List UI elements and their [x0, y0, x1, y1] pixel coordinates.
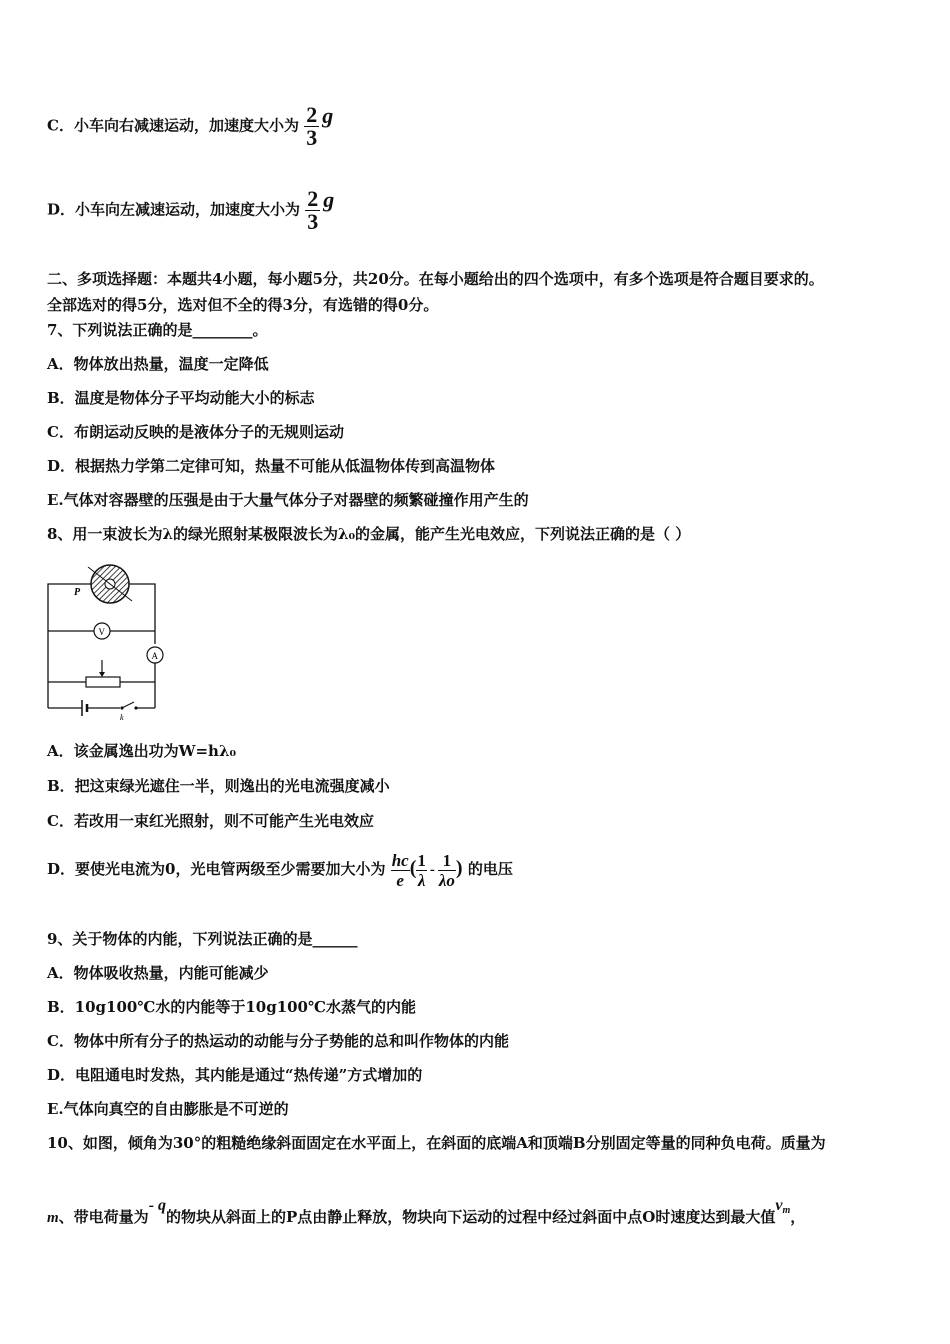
photoelectric-circuit-diagram	[40, 562, 170, 722]
q10-stem-line1: 10、如图，倾角为30°的粗糙绝缘斜面固定在水平面上，在斜面的底端A和顶端B分别固定等量的同种负电荷。质量为	[47, 1134, 826, 1152]
q9-option-c: C．物体中所有分子的热运动的动能与分子势能的总和叫作物体的内能	[47, 1032, 509, 1050]
rheostat-icon	[86, 677, 120, 687]
gravity-symbol: g	[323, 186, 335, 212]
q8-option-d-text: D．要使光电流为0，光电管两级至少需要加大小为	[47, 860, 386, 878]
q7-stem: 7、下列说法正确的是________。	[47, 321, 268, 339]
label-k: k	[120, 713, 124, 722]
switch-icon	[122, 702, 134, 708]
q8-option-c: C．若改用一束红光照射，则不可能产生光电效应	[47, 812, 374, 830]
max-velocity-symbol: vm	[775, 1197, 791, 1216]
q7-option-c: C．布朗运动反映的是液体分子的无规则运动	[47, 423, 344, 441]
label-v: V	[98, 627, 105, 637]
formula-one-over-lambda0: $\frac{1}{\lambda o}$	[438, 850, 455, 890]
q8-stem: 8、用一束波长为λ的绿光照射某极限波长为λ₀的金属，能产生光电效应，下列说法正确的是（ ）	[47, 525, 691, 543]
formula-hc-over-e: $\frac{hc}{e}$	[391, 850, 409, 890]
label-p: P	[74, 587, 81, 598]
q9-option-a: A．物体吸收热量，内能可能减少	[47, 964, 269, 982]
q6-option-d	[47, 188, 334, 233]
q6-option-c-text: C．小车向右减速运动，加速度大小为	[47, 116, 299, 135]
formula-one-over-lambda: $\frac{1}{\lambda}$	[417, 850, 426, 890]
fraction-two-thirds: $\frac{2}{3}$	[307, 186, 319, 234]
charge-symbol: - q	[148, 1197, 167, 1214]
q6-option-c	[47, 104, 333, 149]
q8-option-d-tail: 的电压	[467, 860, 513, 878]
gravity-symbol: g	[322, 102, 334, 128]
q9-stem: 9、关于物体的内能，下列说法正确的是______	[47, 930, 358, 948]
q8-option-d: D．要使光电流为0，光电管两级至少需要加大小为 $\frac{hc}{e}$ ( $\frac{1}{\lambda}$ - $\frac{1}{\lambda o}$ ) 的电压	[47, 850, 513, 890]
q10-stem-line2: m、带电荷量为- q的物块从斜面上的P点由静止释放，物块向下运动的过程中经过斜面中点O时速度达到最大值vm，	[47, 1197, 806, 1226]
q8-option-b: B．把这束绿光遮住一半，则逸出的光电流强度减小	[47, 777, 390, 795]
q9-option-e: E.气体向真空的自由膨胀是不可逆的	[47, 1100, 289, 1118]
q7-option-e: E.气体对容器壁的压强是由于大量气体分子对器壁的频繁碰撞作用产生的	[47, 491, 529, 509]
q7-option-a: A．物体放出热量，温度一定降低	[47, 355, 269, 373]
q9-option-d: D．电阻通电时发热，其内能是通过“热传递”方式增加的	[47, 1066, 423, 1084]
q8-option-a: A．该金属逸出功为W=hλ₀	[47, 742, 237, 760]
q9-option-b: B．10g100℃水的内能等于10g100℃水蒸气的内能	[47, 998, 416, 1016]
section2-header-line1: 二、多项选择题：本题共4小题，每小题5分，共20分。在每小题给出的四个选项中，有多个选项是符合题目要求的。	[47, 270, 824, 288]
fraction-two-thirds: $\frac{2}{3}$	[306, 102, 318, 150]
q6-option-d-text: D．小车向左减速运动，加速度大小为	[47, 200, 301, 219]
label-a: A	[151, 651, 158, 661]
q7-option-b: B．温度是物体分子平均动能大小的标志	[47, 389, 315, 407]
q7-option-d: D．根据热力学第二定律可知，热量不可能从低温物体传到高温物体	[47, 457, 496, 475]
section2-header-line2: 全部选对的得5分，选对但不全的得3分，有选错的得0分。	[47, 296, 439, 314]
